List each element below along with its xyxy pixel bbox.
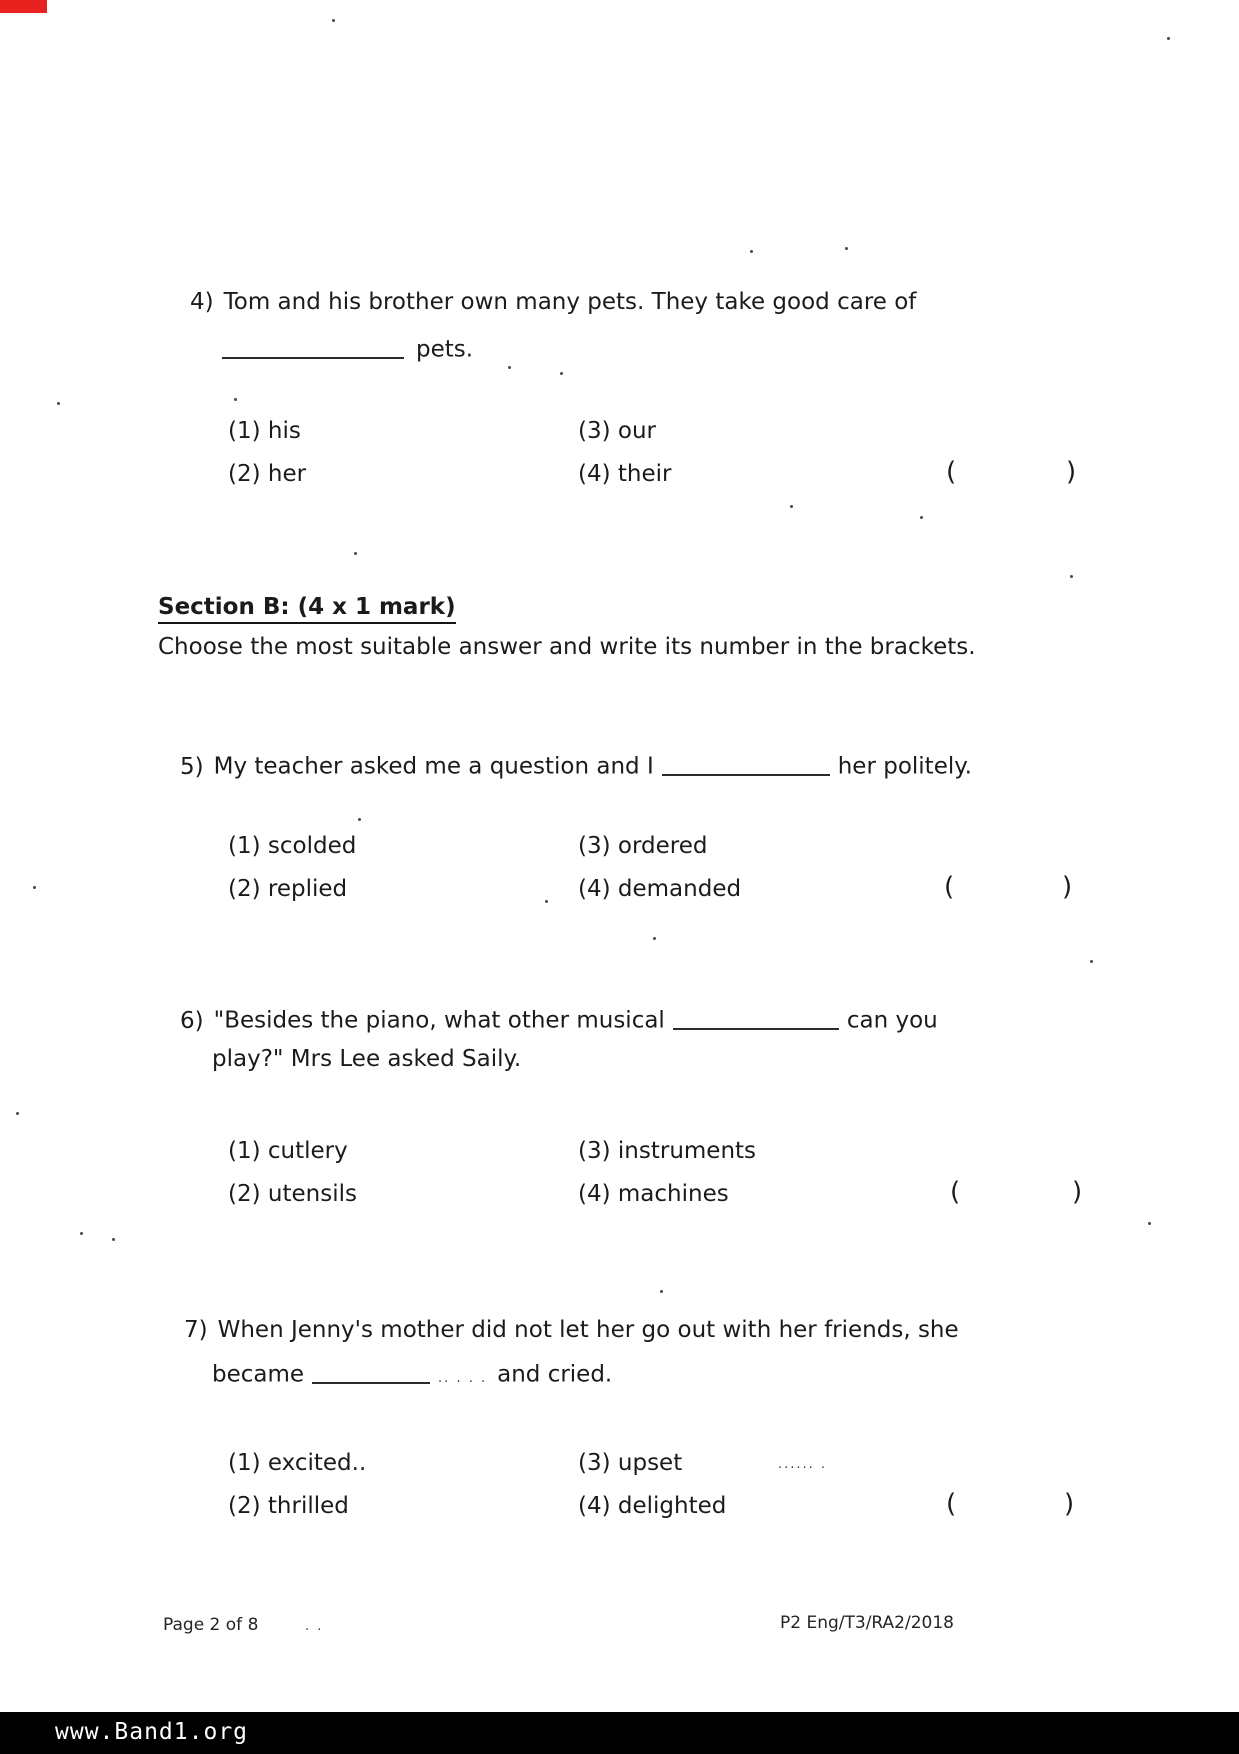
q7-answer-bracket-open: ( <box>946 1489 957 1519</box>
q7-option-1: (1) excited.. <box>228 1450 367 1476</box>
scan-speckle <box>1070 575 1073 578</box>
q7-answer-bracket-close: ) <box>1064 1489 1075 1519</box>
q7-answer-blank <box>312 1362 430 1384</box>
q6-text-after-blank: can you <box>846 1007 938 1034</box>
q7-stray-dots: ...... . <box>778 1457 828 1472</box>
footer-stray-dots: . . <box>305 1619 324 1634</box>
q6-option-2: (2) utensils <box>228 1181 357 1207</box>
q6-number: 6) <box>180 1007 204 1034</box>
q5-number: 5) <box>180 753 204 780</box>
q5-line1 <box>180 752 972 780</box>
section-b-instruction: Choose the most suitable answer and write its number in the brackets. <box>158 634 976 660</box>
q4-option-4: (4) their <box>578 461 672 487</box>
scan-speckle <box>653 937 656 940</box>
q5-answer-bracket-close: ) <box>1062 872 1073 902</box>
scan-speckle <box>1167 37 1170 40</box>
q4-answer-bracket-open: ( <box>946 457 957 487</box>
scan-speckle <box>57 402 60 405</box>
section-b-heading: Section B: (4 x 1 mark) <box>158 594 456 624</box>
q7-line2 <box>212 1360 612 1388</box>
q7-number: 7) <box>184 1317 208 1343</box>
scan-speckle <box>845 247 848 250</box>
scan-speckle <box>750 250 753 253</box>
q5-text-suffix: her politely. <box>837 753 972 780</box>
q6-line2: play?" Mrs Lee asked Saily. <box>212 1046 522 1072</box>
scan-speckle <box>33 886 36 889</box>
q6-line1 <box>180 1006 938 1034</box>
q5-answer-blank <box>662 754 830 776</box>
q6-option-1: (1) cutlery <box>228 1138 348 1164</box>
q5-answer-bracket-open: ( <box>944 872 955 902</box>
q4-text: Tom and his brother own many pets. They take good care of <box>223 289 917 315</box>
scan-speckle <box>234 398 237 401</box>
scan-speckle <box>508 366 511 369</box>
q7-line1 <box>184 1317 959 1343</box>
q5-text-prefix: My teacher asked me a question and I <box>213 753 654 780</box>
q5-option-4: (4) demanded <box>578 876 742 902</box>
q7-text: When Jenny's mother did not let her go out with her friends, she <box>217 1317 959 1343</box>
q7-blank-dots: .. . . . <box>438 1370 488 1386</box>
q7-line2-suffix: and cried. <box>497 1361 613 1388</box>
q4-number: 4) <box>190 289 214 315</box>
q7-option-4: (4) delighted <box>578 1493 727 1519</box>
website-url: www.Band1.org <box>55 1719 249 1745</box>
q4-answer-blank <box>222 337 404 359</box>
scan-speckle <box>332 19 335 22</box>
q4-option-1: (1) his <box>228 418 301 444</box>
scan-speckle <box>16 1112 19 1115</box>
scan-red-mark <box>0 0 47 13</box>
q7-option-2: (2) thrilled <box>228 1493 349 1519</box>
q7-option-3: (3) upset <box>578 1450 683 1476</box>
section-b-heading-row <box>158 594 456 620</box>
q4-line1 <box>190 289 916 315</box>
scan-speckle <box>1090 960 1093 963</box>
scan-speckle <box>660 1290 663 1293</box>
scan-speckle <box>354 552 357 555</box>
q6-answer-blank <box>673 1008 839 1030</box>
q6-text-prefix: "Besides the piano, what other musical <box>213 1007 665 1034</box>
q4-option-2: (2) her <box>228 461 307 487</box>
q5-option-1: (1) scolded <box>228 833 357 859</box>
q5-option-3: (3) ordered <box>578 833 708 859</box>
scan-speckle <box>112 1238 115 1241</box>
q5-option-2: (2) replied <box>228 876 348 902</box>
scan-speckle <box>920 516 923 519</box>
q6-answer-bracket-close: ) <box>1072 1177 1083 1207</box>
q6-option-3: (3) instruments <box>578 1138 757 1164</box>
q6-answer-bracket-open: ( <box>950 1177 961 1207</box>
footer-page-number: Page 2 of 8 <box>163 1615 259 1635</box>
q6-option-4: (4) machines <box>578 1181 729 1207</box>
q7-line2-prefix: became <box>212 1361 305 1388</box>
scan-speckle <box>560 372 563 375</box>
q4-line2-suffix: pets. <box>416 336 474 363</box>
scan-speckle <box>790 505 793 508</box>
scan-speckle <box>545 900 548 903</box>
q4-line2 <box>222 335 473 363</box>
q4-answer-bracket-close: ) <box>1066 457 1077 487</box>
scan-speckle <box>1148 1222 1151 1225</box>
scan-speckle <box>80 1232 83 1235</box>
scan-speckle <box>358 818 361 821</box>
footer-doc-code: P2 Eng/T3/RA2/2018 <box>780 1613 954 1633</box>
q4-option-3: (3) our <box>578 418 656 444</box>
